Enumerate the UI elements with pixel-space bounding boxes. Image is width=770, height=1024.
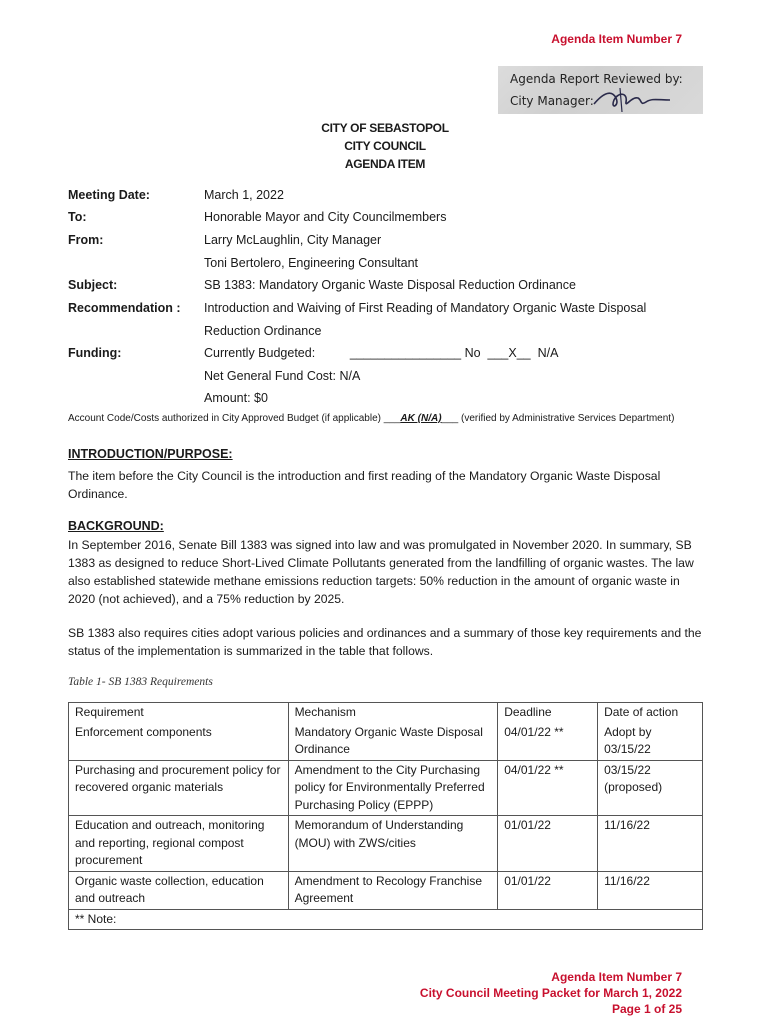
header-date-of-action: Date of action bbox=[598, 703, 703, 723]
table-note-row bbox=[69, 909, 703, 930]
page-footer bbox=[420, 969, 682, 1017]
from-label: From: bbox=[68, 233, 104, 247]
account-code-line bbox=[68, 413, 674, 424]
table-cell: Memorandum of Understanding (MOU) with ZWS/cities bbox=[288, 816, 498, 872]
funding-amount: Amount: $0 bbox=[204, 391, 268, 405]
background-paragraph-1: In September 2016, Senate Bill 1383 was signed into law and was promulgated in November 2020. In summary, SB 1383 as designed to reduce Short-Lived Climate Pollutants generated from the landfilling of organic wastes. The law also established statewide methane emissions reduction targets: 50% reduction in the amount of organic waste in 2020 (not achieved), and a 75% reduction by 2025. bbox=[68, 538, 694, 606]
table-row bbox=[69, 816, 703, 872]
table-cell: Mandatory Organic Waste Disposal Ordinance bbox=[288, 723, 498, 761]
intro-heading: INTRODUCTION/PURPOSE: bbox=[68, 447, 233, 461]
requirements-table bbox=[68, 702, 703, 930]
recommendation-label: Recommendation : bbox=[68, 301, 181, 315]
signature-icon bbox=[592, 86, 672, 114]
funding-label: Funding: bbox=[68, 346, 122, 360]
from-value-1: Larry McLaughlin, City Manager bbox=[204, 233, 382, 247]
subject-label: Subject: bbox=[68, 278, 118, 292]
table-cell: Adopt by 03/15/22 bbox=[598, 723, 703, 761]
table-note: ** Note: bbox=[69, 909, 703, 930]
header-agenda-item: AGENDA ITEM bbox=[344, 157, 426, 171]
table-cell: 11/16/22 bbox=[598, 816, 703, 872]
table-cell: 04/01/22 ** bbox=[498, 723, 598, 761]
table-cell: 03/15/22 (proposed) bbox=[598, 760, 703, 816]
document-header bbox=[0, 119, 770, 173]
table-row bbox=[69, 871, 703, 909]
to-value: Honorable Mayor and City Councilmembers bbox=[204, 210, 447, 224]
header-city: CITY OF SEBASTOPOL bbox=[321, 121, 449, 135]
funding-budgeted: Currently Budgeted: ________________ No ___X__ N/A bbox=[204, 346, 559, 360]
background-paragraph-2: SB 1383 also requires cities adopt various policies and ordinances and a summary of those key requirements and the status of the implementation is summarized in the table that follows. bbox=[68, 626, 702, 658]
meeting-date-value: March 1, 2022 bbox=[204, 188, 284, 202]
table-row bbox=[69, 723, 703, 761]
recommendation-value-1: Introduction and Waiving of First Reading of Mandatory Organic Waste Disposal bbox=[204, 301, 647, 315]
table-cell: Amendment to the City Purchasing policy for Environmentally Preferred Purchasing Policy (EPPP) bbox=[288, 760, 498, 816]
recommendation-value-2: Reduction Ordinance bbox=[204, 324, 322, 338]
header-deadline: Deadline bbox=[498, 703, 598, 723]
funding-net-cost: Net General Fund Cost: N/A bbox=[204, 369, 361, 383]
header-requirement: Requirement bbox=[69, 703, 289, 723]
table-cell: 01/01/22 bbox=[498, 816, 598, 872]
footer-meeting-packet: City Council Meeting Packet for March 1, 2022 bbox=[419, 986, 682, 1000]
table-caption: Table 1- SB 1383 Requirements bbox=[68, 676, 213, 688]
table-cell: 04/01/22 ** bbox=[498, 760, 598, 816]
table-header-row bbox=[69, 703, 703, 723]
account-value: AK (N/A) bbox=[400, 413, 442, 424]
stamp-line-reviewed: Agenda Report Reviewed by: bbox=[510, 72, 683, 86]
table-cell: 11/16/22 bbox=[598, 871, 703, 909]
intro-text: The item before the City Council is the introduction and first reading of the Mandatory Organic Waste Disposal Ordinance. bbox=[68, 469, 661, 501]
background-heading: BACKGROUND: bbox=[68, 519, 164, 533]
table-cell: Education and outreach, monitoring and reporting, regional compost procurement bbox=[69, 816, 289, 872]
meeting-date-label: Meeting Date: bbox=[68, 188, 150, 202]
account-prefix: Account Code/Costs authorized in City Approved Budget (if applicable) ___ bbox=[68, 413, 401, 424]
header-mechanism: Mechanism bbox=[288, 703, 498, 723]
table-cell: Organic waste collection, education and outreach bbox=[69, 871, 289, 909]
to-label: To: bbox=[68, 210, 87, 224]
account-suffix: ___ (verified by Administrative Services Department) bbox=[441, 413, 675, 424]
review-stamp bbox=[498, 66, 703, 114]
footer-page-number: Page 1 of 25 bbox=[611, 1002, 682, 1016]
table-cell: Enforcement components bbox=[69, 723, 289, 761]
table-row bbox=[69, 760, 703, 816]
stamp-line-city-manager: City Manager: bbox=[510, 94, 594, 108]
table-cell: Purchasing and procurement policy for recovered organic materials bbox=[69, 760, 289, 816]
subject-value: SB 1383: Mandatory Organic Waste Disposal Reduction Ordinance bbox=[204, 278, 576, 292]
table-cell: 01/01/22 bbox=[498, 871, 598, 909]
from-value-2: Toni Bertolero, Engineering Consultant bbox=[204, 256, 419, 270]
agenda-item-number-top: Agenda Item Number 7 bbox=[551, 32, 682, 46]
table-cell: Amendment to Recology Franchise Agreement bbox=[288, 871, 498, 909]
footer-agenda-item: Agenda Item Number 7 bbox=[551, 970, 682, 984]
header-council: CITY COUNCIL bbox=[344, 139, 426, 153]
